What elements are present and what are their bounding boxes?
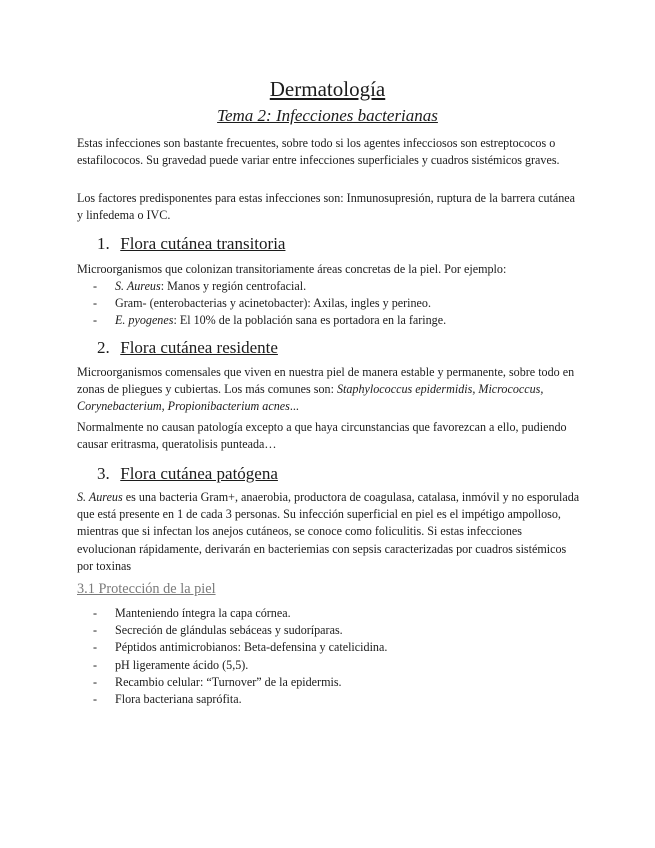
intro-paragraph-2: Los factores predisponentes para estas infecciones son: Inmunosupresión, ruptura de la barrera cutánea y linfedema o IVC. [77,191,576,223]
list-item [93,657,583,674]
organism-name: S. Aureus [77,490,123,504]
document-subtitle: Tema 2: Infecciones bacterianas [217,106,438,125]
list-item [93,639,583,656]
section-number: 2. [97,338,110,357]
list-item [93,691,583,708]
item-text: Gram- (enterobacterias y acinetobacter): Axilas, ingles y perineo. [115,296,431,311]
list-dash: - [93,606,98,620]
paragraph-text: es una bacteria Gram+, anaerobia, productora de coagulasa, catalasa, inmóvil y no esporulada que está presente en 1 de cada 3 personas. Su infección superficial en piel es el impétigo ampolloso, mientras que si infectan los anejos cutáneos, se conoce como foliculitis. Si estas infecciones evolucionan rápidamente, derivarán en bacteriemias con sepsis caracterizadas por cuadros sistémicos por toxinas [77,490,580,573]
list-dash: - [93,674,98,689]
list-item [93,295,583,312]
section-heading-2 [97,337,278,359]
list-item [93,674,583,691]
section-1-list [93,278,583,330]
subsection-heading [77,580,216,599]
list-item [93,605,583,622]
section-number: 1. [97,234,110,253]
section-title: Flora cutánea patógena [120,464,278,483]
ellipsis: ... [289,399,299,414]
item-text: Péptidos antimicrobianos: Beta-defensina y catelicidina. [115,640,388,655]
item-text: : El 10% de la población sana es portadora en la faringe. [173,313,447,328]
organism-list: Staphylococcus epidermidis, Micrococcus, Corynebacterium, Propionibacterium acnes [77,382,544,414]
organism-name: S. Aureus [115,279,161,293]
document-title: Dermatología [269,77,386,101]
list-dash: - [93,296,98,311]
section-title: Flora cutánea transitoria [120,234,286,253]
list-dash: - [93,279,98,293]
item-text: Recambio celular: “Turnover” de la epidermis. [115,674,342,689]
item-text: : Manos y región centrofacial. [160,279,307,293]
section-heading-1 [97,233,285,255]
list-item [93,312,583,329]
list-dash: - [93,313,98,328]
section-number: 3. [97,464,110,483]
list-dash: - [93,640,98,655]
section-3-paragraph [77,489,582,575]
section-2-paragraph-2: Normalmente no causan patología excepto a que haya circunstancias que favorezcan a ello, pudiendo causar eritrasma, queratolisis punteada… [77,420,567,452]
section-2-paragraph-1 [77,364,582,416]
list-dash: - [93,623,98,638]
list-dash: - [93,692,98,707]
paragraph-text: Microorganismos comensales que viven en nuestra piel de manera estable y permanente, sobre todo en zonas de pliegues y cubiertas. Los más comunes son: [77,365,575,397]
list-dash: - [93,657,98,672]
list-item [93,622,583,639]
item-text: pH ligeramente ácido (5,5). [115,657,249,672]
list-item [93,278,583,295]
section-heading-3 [97,463,278,485]
item-text: Secreción de glándulas sebáceas y sudoríparas. [115,623,343,638]
subsection-title: 3.1 Protección de la piel [77,581,216,597]
protection-list [93,605,583,708]
intro-paragraph-1: Estas infecciones son bastante frecuentes, sobre todo si los agentes infecciosos son estreptococos o estafilococos. Su gravedad puede variar entre infecciones superficiales y cuadros sistémicos graves. [77,136,560,168]
section-1-intro: Microorganismos que colonizan transitoriamente áreas concretas de la piel. Por ejemplo: [77,262,507,276]
item-text: Manteniendo íntegra la capa córnea. [115,606,291,620]
item-text: Flora bacteriana saprófita. [115,692,242,707]
section-title: Flora cutánea residente [120,338,278,357]
organism-name: E. pyogenes [115,313,174,328]
